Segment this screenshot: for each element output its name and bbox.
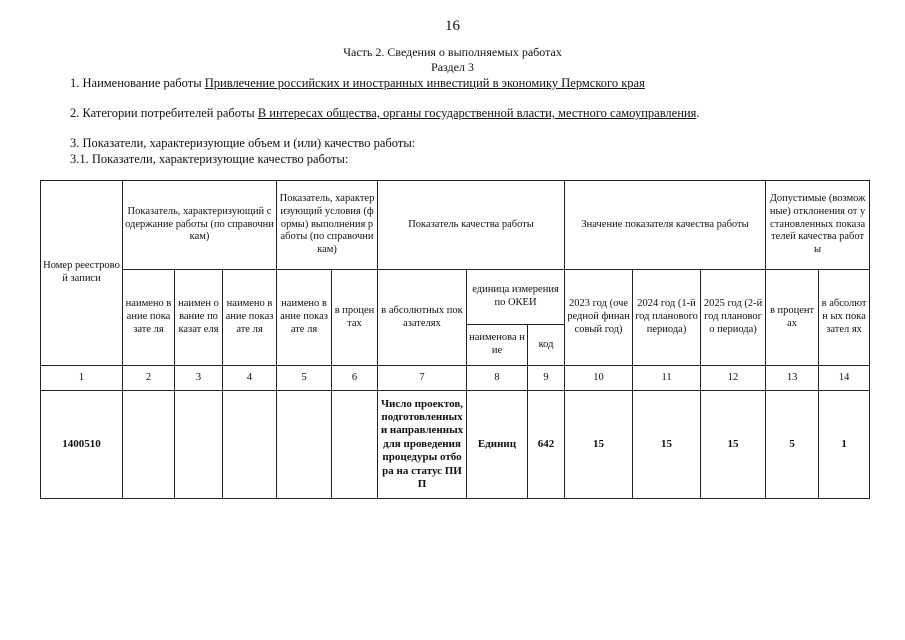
cell-condition-percent xyxy=(332,391,378,499)
header-name-1: наимено вание показате ля xyxy=(123,270,175,366)
cell-unit-name: Единиц xyxy=(467,391,528,499)
cell-unit-code: 642 xyxy=(528,391,565,499)
column-number-3: 3 xyxy=(175,366,223,391)
cell-content-3 xyxy=(223,391,277,499)
categories-end: . xyxy=(696,106,700,120)
column-number-14: 14 xyxy=(819,366,870,391)
column-number-12: 12 xyxy=(701,366,766,391)
work-name-value: Привлечение российских и иностранных инвестиций в экономику Пермского края xyxy=(204,76,645,90)
header-deviation-percent: в процент ах xyxy=(766,270,819,366)
cell-deviation-percent: 5 xyxy=(766,391,819,499)
header-content-indicator: Показатель, характеризующий содержание работы (по справочникам) xyxy=(123,181,277,270)
categories-label: 2. Категории потребителей работы xyxy=(70,106,258,120)
header-deviation-absolute: в абсолютн ых показател ях xyxy=(819,270,870,366)
header-name-3: наимено вание показате ля xyxy=(223,270,277,366)
column-number-2: 2 xyxy=(123,366,175,391)
section-title: Раздел 3 xyxy=(431,60,474,74)
header-unit-okei: единица измерения по ОКЕИ xyxy=(467,270,565,325)
header-in-percent: в процен тах xyxy=(332,270,378,366)
header-conditions-indicator: Показатель, характеризующий условия (формы) выполнения работы (по справочникам) xyxy=(277,181,378,270)
quality-indicators-table xyxy=(40,180,870,499)
table-row xyxy=(41,391,870,499)
header-okei-code: код xyxy=(528,325,565,366)
quality-heading: 3.1. Показатели, характеризующие качество работы: xyxy=(70,152,349,166)
indicators-heading: 3. Показатели, характеризующие объем и (или) качество работы: xyxy=(70,136,416,150)
header-year-2025: 2025 год (2-й год планового периода) xyxy=(701,270,766,366)
header-year-2023: 2023 год (очередной финансовый год) xyxy=(565,270,633,366)
column-number-4: 4 xyxy=(223,366,277,391)
header-okei-name: наименова ние xyxy=(467,325,528,366)
header-registry-number: Номер реестровой записи xyxy=(41,181,123,366)
cell-deviation-absolute: 1 xyxy=(819,391,870,499)
part-title: Часть 2. Сведения о выполняемых работах xyxy=(343,45,562,59)
cell-content-2 xyxy=(175,391,223,499)
column-number-13: 13 xyxy=(766,366,819,391)
header-name-4: наимено вание показате ля xyxy=(277,270,332,366)
categories-value: В интересах общества, органы государственной власти, местного самоуправления xyxy=(257,106,697,120)
cell-value-2023: 15 xyxy=(565,391,633,499)
column-number-10: 10 xyxy=(565,366,633,391)
header-deviations: Допустимые (возможные) отклонения от установленных показателей качества работы xyxy=(766,181,870,270)
column-number-9: 9 xyxy=(528,366,565,391)
column-number-8: 8 xyxy=(467,366,528,391)
header-absolute-indicators: в абсолютных показателях xyxy=(378,270,467,366)
cell-condition-1 xyxy=(277,391,332,499)
header-quality-indicator: Показатель качества работы xyxy=(378,181,565,270)
cell-content-1 xyxy=(123,391,175,499)
column-number-1: 1 xyxy=(41,366,123,391)
work-name-label: 1. Наименование работы xyxy=(70,76,205,90)
column-number-11: 11 xyxy=(633,366,701,391)
consumer-categories-line xyxy=(70,106,699,121)
cell-registry-number: 1400510 xyxy=(41,391,123,499)
column-number-5: 5 xyxy=(277,366,332,391)
page-number: 16 xyxy=(445,18,460,34)
column-number-7: 7 xyxy=(378,366,467,391)
header-year-2024: 2024 год (1-й год планового периода) xyxy=(633,270,701,366)
work-name-line xyxy=(70,76,645,91)
header-name-2: наимен ование показат еля xyxy=(175,270,223,366)
cell-value-2024: 15 xyxy=(633,391,701,499)
cell-indicator-name: Число проектов, подготовленных и направленных для проведения процедуры отбора на статус ПИП xyxy=(378,391,467,499)
cell-value-2025: 15 xyxy=(701,391,766,499)
header-quality-value: Значение показателя качества работы xyxy=(565,181,766,270)
column-number-6: 6 xyxy=(332,366,378,391)
